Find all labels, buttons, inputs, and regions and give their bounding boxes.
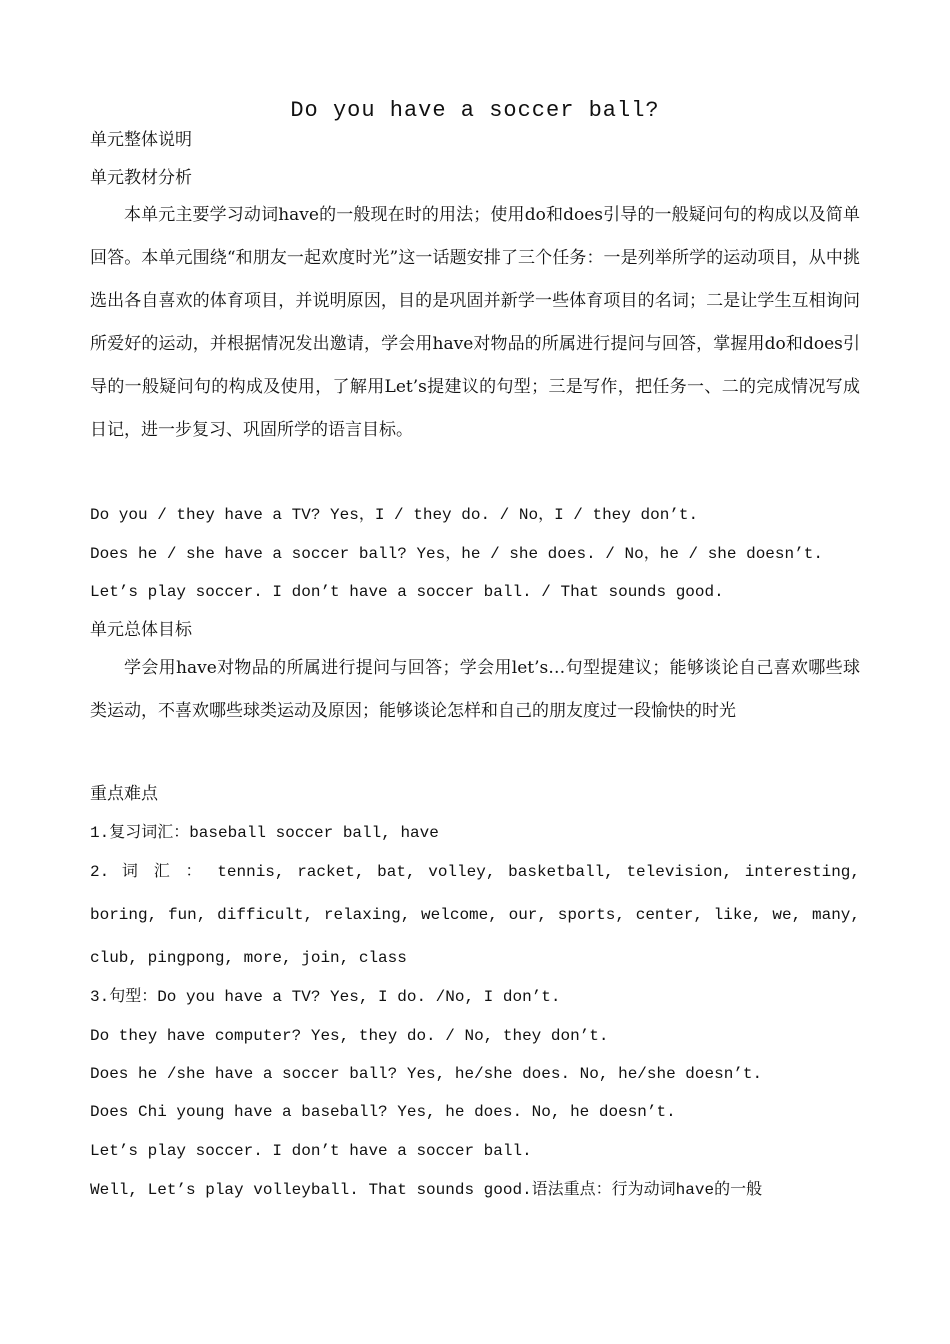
key-point-3-line: Do they have computer? Yes, they do. / No, they don’t. [90,1027,609,1045]
key-point-2-line: club, pingpong, more, join, class [90,949,407,967]
example-sentence: Does he / she have a soccer ball? Yes，he / she does. / No，he / she doesn’t. [90,545,823,563]
key-point-3-line: Does he /she have a soccer ball? Yes, he/she does. No, he/she doesn’t. [90,1065,763,1083]
key-point-3-line: 3.句型：Do you have a TV? Yes, I do. /No, I don’t. [90,988,561,1006]
key-point-1: 1.复习词汇：baseball soccer ball, have [90,824,439,842]
key-point-2-line: 2. 词 汇 ： tennis, racket, bat, volley, basketball, television, interesting, [90,863,860,881]
example-sentence: Do you / they have a TV? Yes，I / they do. / No，I / they don’t. [90,506,699,524]
key-point-2-line: boring, fun, difficult, relaxing, welcome, our, sports, center, like, we, many, [90,906,860,924]
document-title: Do you have a soccer ball? [290,98,660,123]
analysis-paragraph: 本单元主要学习动词have的一般现在时的用法；使用do和does引导的一般疑问句的构成以及简单回答。本单元围绕“和朋友一起欢度时光”这一话题安排了三个任务：一是列举所学的运动项目，从中挑选出各自喜欢的体育项目，并说明原因，目的是巩固并新学一些体育项目的名词；二是让学生互相询问所爱好的运动，并根据情况发出邀请，学会用have对物品的所属进行提问与回答，掌握用do和does引导的一般疑问句的构成及使用，了解用Let’s提建议的句型；三是写作，把任务一、二的完成情况写成日记，进一步复习、巩固所学的语言目标。 [90,205,860,440]
heading-material-analysis: 单元教材分析 [90,168,192,188]
example-sentence: Let’s play soccer. I don’t have a soccer ball. / That sounds good. [90,583,724,601]
goals-paragraph: 学会用have对物品的所属进行提问与回答；学会用let’s…句型提建议；能够谈论自己喜欢哪些球类运动，不喜欢哪些球类运动及原因；能够谈论怎样和自己的朋友度过一段愉快的时光 [90,658,860,721]
key-point-3-line: Does Chi young have a baseball? Yes, he does. No, he doesn’t. [90,1103,676,1121]
heading-unit-overview: 单元整体说明 [90,130,192,150]
key-point-3-line: Let’s play soccer. I don’t have a soccer ball. [90,1142,532,1160]
key-point-3-line: Well, Let’s play volleyball. That sounds good.语法重点：行为动词have的一般 [90,1181,763,1199]
heading-key-points: 重点难点 [90,784,158,804]
heading-goals: 单元总体目标 [90,620,192,640]
